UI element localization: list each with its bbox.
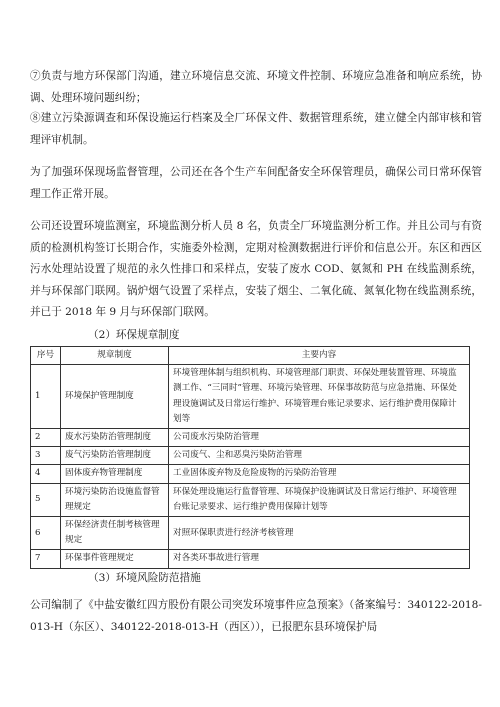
table-row <box>31 447 470 465</box>
paragraph-emergency-plan: 公司编制了《中盐安徽红四方股份有限公司突发环境事件应急预案》（备案编号：340122-2018-013-H（东区）、340122-2018-013-H（西区）），已报肥东县环境保护局 <box>30 599 482 633</box>
regulation-content: 环保处理设施运行监督管理、环境保护设施调试及日常运行维护、环境管理台账记录要求、运行维护费用保障计划等 <box>169 483 470 516</box>
regulation-content: 环境管理体制与组织机构、环境管理部门职责、环保处理装置管理、环境监测工作、“三同时”管理、环境污染管理、环保事故防范与应急措施、环保处理设施调试及日常运行维护、环境管理台账记录要求、运行维护费用保障计划等 <box>169 365 470 429</box>
table-row <box>31 465 470 483</box>
table-header-row <box>31 347 470 365</box>
header-content: 主要内容 <box>169 347 470 365</box>
row-number: 4 <box>31 465 61 483</box>
regulation-content: 公司废水污染防治管理 <box>169 429 470 447</box>
regulation-content: 公司废气、尘和恶臭污染防治管理 <box>169 447 470 465</box>
regulation-content: 工业固体废弃物及危险废物的污染防治管理 <box>169 465 470 483</box>
regulation-content: 对各类环事故进行管理 <box>169 550 470 568</box>
row-number: 1 <box>31 365 61 429</box>
row-number: 7 <box>31 550 61 568</box>
regulation-name: 废水污染防治管理制度 <box>61 429 169 447</box>
paragraph-item-8: ⑧建立污染源调查和环保设施运行档案及全厂环保文件、数据管理系统，建立健全内部审核和管理评审机制。 <box>30 112 482 146</box>
regulation-name: 环保事件管理规定 <box>61 550 169 568</box>
table-row <box>31 550 470 568</box>
header-seq: 序号 <box>31 347 61 365</box>
regulation-name: 环境污染防治设施监督管理规定 <box>61 483 169 516</box>
heading-risk-section: （3）环境风险防范措施 <box>88 572 201 584</box>
table-row <box>31 429 470 447</box>
table-row <box>31 365 470 429</box>
regulation-name: 废气污染防治管理制度 <box>61 447 169 465</box>
regulation-content: 对照环保职责进行经济考核管理 <box>169 517 470 550</box>
row-number: 6 <box>31 517 61 550</box>
heading-rules-section: （2）环保规章制度 <box>88 329 180 341</box>
regulation-name: 固体废弃物管理制度 <box>61 465 169 483</box>
paragraph-monitoring: 公司还设置环境监测室，环境监测分析人员 8 名，负责全厂环境监测分析工作。并且公司与有资质的检测机构签订长期合作，实施委外检测，定期对检测数据进行评价和信息公开。东区和西区污水处理站设置了规范的永久性排口和采样点，安装了废水 COD、氨氮和 PH 在线监测系统，并与环保部门联网。锅炉烟气设置了采样点，安装了烟尘、二氧化硫、氮氧化物在线监测系统，并已于 2018 年 9 月与环保部门联网。 <box>30 220 482 318</box>
header-regulation: 规章制度 <box>61 347 169 365</box>
paragraph-supervision: 为了加强环保现场监督管理，公司还在各个生产车间配备安全环保管理员，确保公司日常环保管理工作正常开展。 <box>30 166 482 200</box>
row-number: 5 <box>31 483 61 516</box>
paragraph-item-7: ⑦负责与地方环保部门沟通，建立环境信息交流、环境文件控制、环境应急准备和响应系统，协调、处理环境问题纠纷； <box>30 70 482 104</box>
row-number: 2 <box>31 429 61 447</box>
regulation-name: 环境保护管理制度 <box>61 365 169 429</box>
table-row <box>31 517 470 550</box>
regulation-name: 环保经济责任制考核管理规定 <box>61 517 169 550</box>
table-row <box>31 483 470 516</box>
rules-table <box>30 346 470 569</box>
row-number: 3 <box>31 447 61 465</box>
